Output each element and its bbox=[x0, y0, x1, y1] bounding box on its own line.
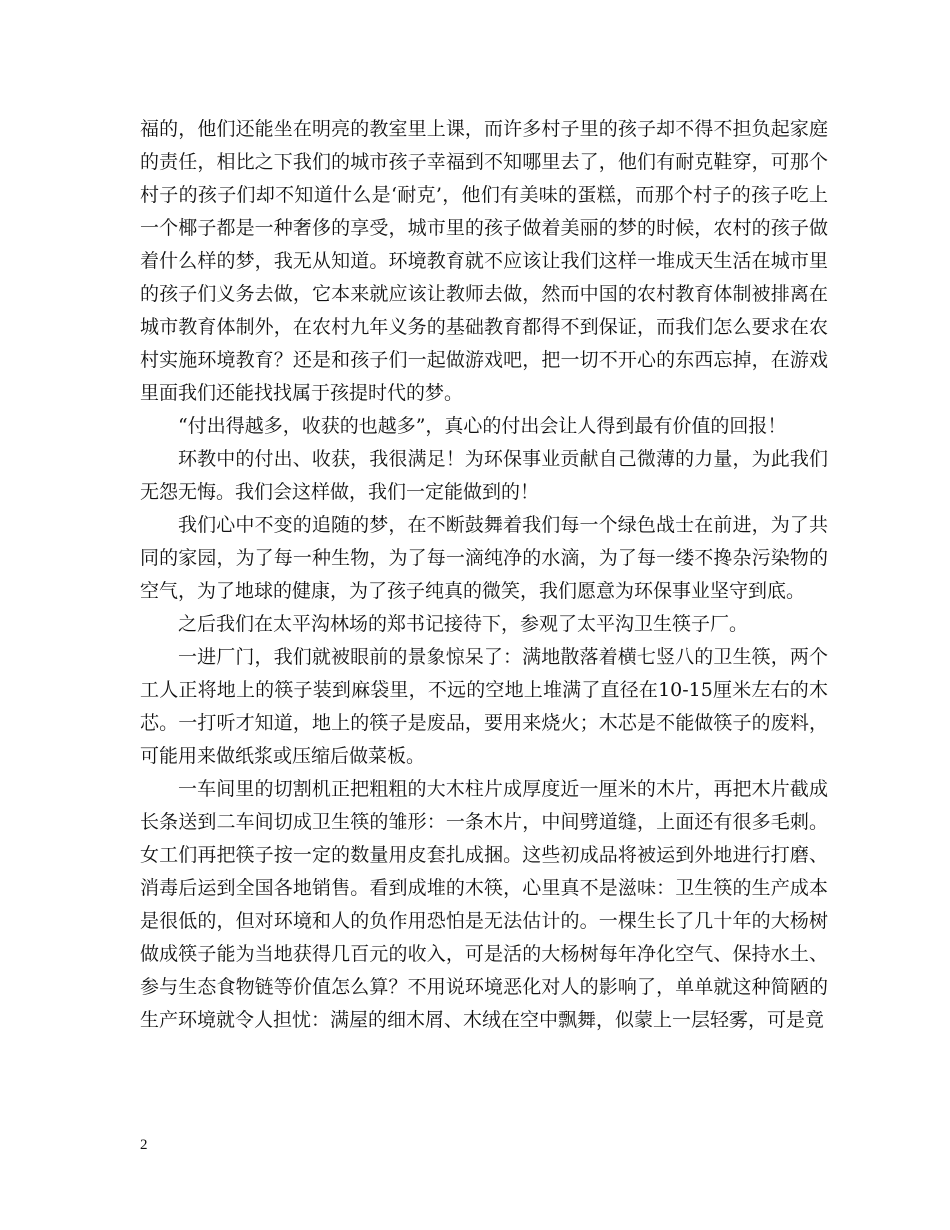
paragraph-3: 环教中的付出、收获，我很满足！为环保事业贡献自己微薄的力量，为此我们无怨无悔。我们会这样做，我们一定能做到的！ bbox=[140, 448, 828, 503]
paragraph-6: 一进厂门，我们就被眼前的景象惊呆了：满地散落着横七竖八的卫生筷，两个工人正将地上的筷子装到麻袋里，不远的空地上堆满了直径在10-15厘米左右的木芯。一打听才知道，地上的筷子是废品，要用来烧火；木芯是不能做筷子的废料，可能用来做纸浆或压缩后做菜板。 bbox=[140, 646, 828, 767]
body-text bbox=[140, 113, 828, 1037]
page-number: 2 bbox=[140, 1137, 148, 1153]
paragraph-2: “付出得越多，收获的也越多”，真心的付出会让人得到最有价值的回报！ bbox=[178, 415, 787, 437]
paragraph-1: 福的，他们还能坐在明亮的教室里上课，而许多村子里的孩子却不得不担负起家庭的责任，相比之下我们的城市孩子幸福到不知哪里去了，他们有耐克鞋穿，可那个村子的孩子们却不知道什么是‘耐克’，他们有美味的蛋糕，而那个村子的孩子吃上一个椰子都是一种奢侈的享受，城市里的孩子做着美丽的梦的时候，农村的孩子做着什么样的梦，我无从知道。环境教育就不应该让我们这样一堆成天生活在城市里的孩子们义务去做，它本来就应该让教师去做，然而中国的农村教育体制被排离在城市教育体制外，在农村九年义务的基础教育都得不到保证，而我们怎么要求在农村实施环境教育？还是和孩子们一起做游戏吧，把一切不开心的东西忘掉，在游戏里面我们还能找找属于孩提时代的梦。 bbox=[140, 118, 828, 404]
paragraph-7: 一车间里的切割机正把粗粗的大木柱片成厚度近一厘米的木片，再把木片截成长条送到二车间切成卫生筷的雏形：一条木片，中间劈道缝，上面还有很多毛刺。女工们再把筷子按一定的数量用皮套扎成捆。这些初成品将被运到外地进行打磨、消毒后运到全国各地销售。看到成堆的木筷，心里真不是滋味：卫生筷的生产成本是很低的，但对环境和人的负作用恐怕是无法估计的。一棵生长了几十年的大杨树做成筷子能为当地获得几百元的收入，可是活的大杨树每年净化空气、保持水土、参与生态食物链等价值怎么算？不用说环境恶化对人的影响了，单单就这种简陋的生产环境就令人担忧：满屋的细木屑、木绒在空中飘舞，似蒙上一层轻雾，可是竟 bbox=[140, 778, 828, 1031]
paragraph-4: 我们心中不变的追随的梦，在不断鼓舞着我们每一个绿色战士在前进，为了共同的家园，为了每一种生物，为了每一滴纯净的水滴，为了每一缕不搀杂污染物的空气，为了地球的健康，为了孩子纯真的微笑，我们愿意为环保事业坚守到底。 bbox=[140, 514, 828, 602]
paragraph-5: 之后我们在太平沟林场的郑书记接待下，参观了太平沟卫生筷子厂。 bbox=[178, 613, 749, 635]
